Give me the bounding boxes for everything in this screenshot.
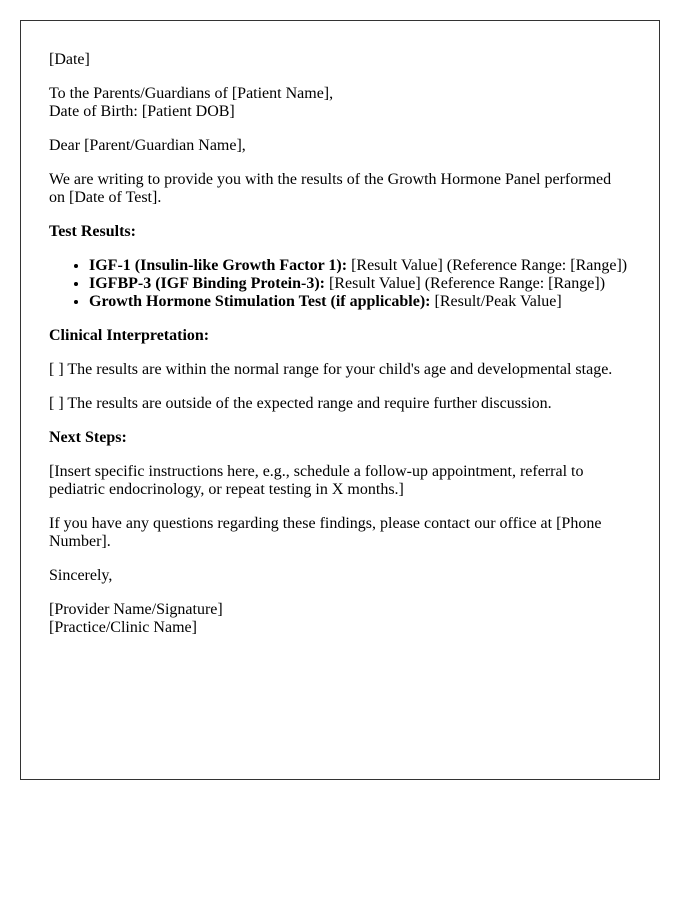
test-results-list	[49, 257, 631, 311]
result-value: [Result Value] (Reference Range: [Range])	[347, 257, 628, 274]
next-steps-heading: Next Steps:	[49, 429, 127, 446]
contact-paragraph: If you have any questions regarding these findings, please contact our office at [Phone Number].	[49, 515, 602, 550]
dob-line: Date of Birth: [Patient DOB]	[49, 103, 235, 120]
result-item-igf1	[89, 257, 631, 275]
result-item-gh-stimulation	[89, 293, 631, 311]
clinical-interpretation-heading: Clinical Interpretation:	[49, 327, 210, 344]
interpretation-option-abnormal: [ ] The results are outside of the expected range and require further discussion.	[49, 395, 552, 412]
salutation: Dear [Parent/Guardian Name],	[49, 137, 246, 154]
next-steps-text: [Insert specific instructions here, e.g., schedule a follow-up appointment, referral to pediatric endocrinology, or repeat testing in X months.]	[49, 463, 584, 498]
result-value: [Result Value] (Reference Range: [Range])	[325, 275, 606, 292]
result-label: Growth Hormone Stimulation Test (if applicable):	[89, 293, 431, 310]
practice-name: [Practice/Clinic Name]	[49, 619, 197, 636]
recipient-line: To the Parents/Guardians of [Patient Name],	[49, 85, 334, 102]
result-label: IGFBP-3 (IGF Binding Protein-3):	[89, 275, 325, 292]
recipient-block	[49, 85, 631, 121]
letter-document	[20, 20, 660, 780]
test-results-heading: Test Results:	[49, 223, 136, 240]
provider-signature: [Provider Name/Signature]	[49, 601, 223, 618]
intro-paragraph: We are writing to provide you with the results of the Growth Hormone Panel performed on [Date of Test].	[49, 171, 612, 206]
interpretation-option-normal: [ ] The results are within the normal range for your child's age and developmental stage.	[49, 361, 613, 378]
signature-block	[49, 601, 631, 637]
result-item-igfbp3	[89, 275, 631, 293]
letter-date: [Date]	[49, 51, 90, 68]
result-label: IGF-1 (Insulin-like Growth Factor 1):	[89, 257, 348, 274]
closing: Sincerely,	[49, 567, 113, 584]
result-value: [Result/Peak Value]	[430, 293, 562, 310]
